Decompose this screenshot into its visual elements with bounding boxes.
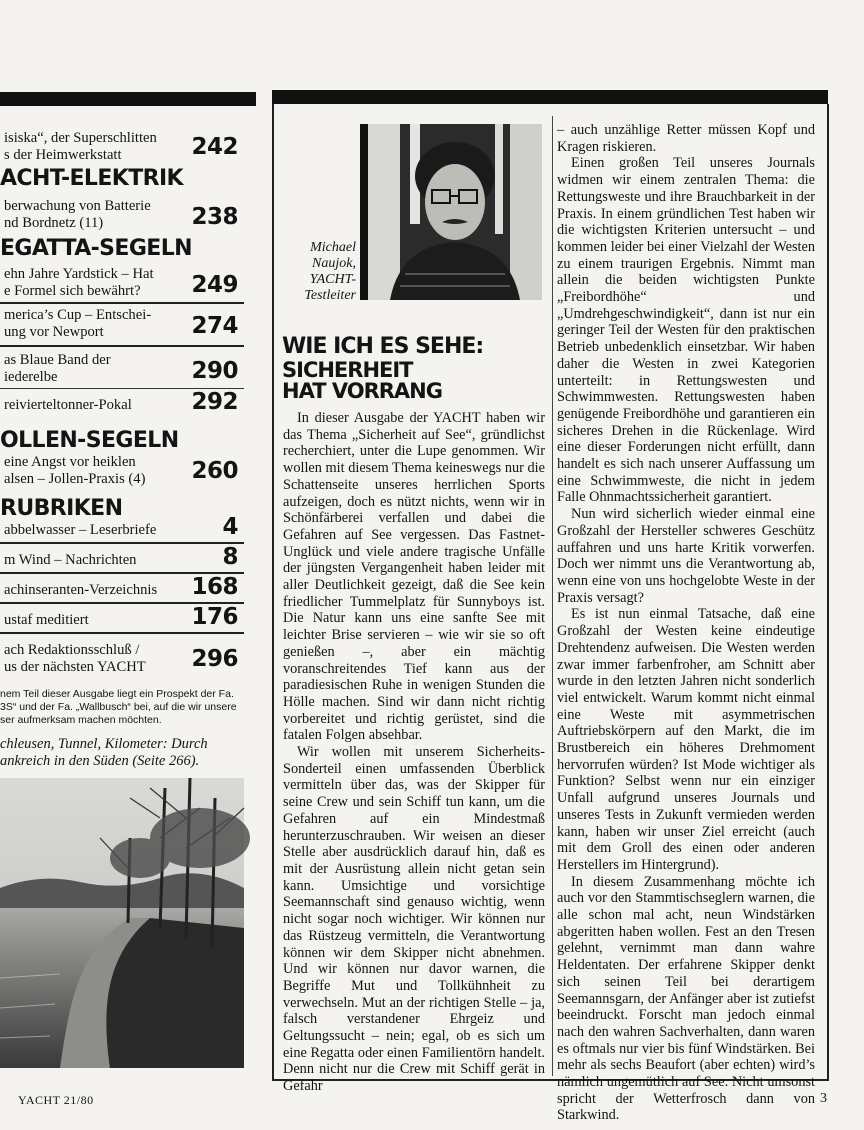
toc-entry[interactable] — [0, 352, 244, 388]
toc-entry[interactable] — [0, 454, 244, 490]
toc-entry-text: m Wind – Nachrichten — [4, 552, 137, 568]
section-heading: OLLEN-SEGELN — [0, 428, 179, 453]
toc-entry[interactable] — [0, 389, 244, 421]
author-portrait — [360, 124, 542, 300]
divider — [0, 345, 244, 347]
article-kicker: WIE ICH ES SEHE: — [282, 334, 484, 359]
toc-entry-text: ach Redaktionsschluß / us der nächsten YACHT — [4, 642, 146, 675]
article-column-2 — [557, 122, 815, 1124]
toc-page-number: 249 — [191, 272, 238, 298]
paragraph: Es ist nun einmal Tatsache, daß eine Großzahl der Westen keine eindeutige Drehtendenz aufweisen. Die Westen werden zwar immer farbenfroher, am Schnitt aber wurde in den letzten Jahren nicht sonderlich viel entwickelt. Warum kommt nicht einmal eine Weste mit asymmetrischen Auftriebskörpern auf den Markt, die im Brustbereich ein höheres Drehmoment hervorrufen würden? Ist Mode wichtiger als Funktion? Selbst wenn nur ein einziger Unfall aufgrund unseres Journals und unseres Tests in Zukunft vermieden werden kann, haben wir unser Ziel erreicht (auch mit dem Groll des einen oder anderen Herstellers im Hintergrund). — [557, 606, 815, 873]
toc-page-number: 4 — [222, 514, 238, 540]
paragraph: Nun wird sicherlich wieder einmal eine Großzahl der Hersteller schweres Geschütz auffahren und uns harte Kritik vorwerfen. Doch wer nimmt uns die Verantwortung ab, wenn eine von uns hochgelobte Weste in der Praxis versagt? — [557, 506, 815, 606]
toc-entry-text: abbelwasser – Leserbriefe — [4, 522, 157, 538]
toc-entry[interactable] — [0, 307, 244, 343]
paragraph: In dieser Ausgabe der YACHT haben wir das Thema „Sicherheit auf See“, gründlichst recherchiert, unter die Lupe genommen. Wir wollen mit diesem Thema keineswegs nur die Schattenseite unseres herrlichen Sports aufzeigen, doch es nützt nichts, wenn wir in Schönfärberei verfallen und dabei die Gefahren auf See vergessen. Das Fastnet-Unglück und viele andere tragische Unfälle der jüngsten Vergangenheit haben leider mit aller Deutlichkeit gezeigt, daß die See kein friedlicher Tummelplatz für Sunnyboys ist. Die Natur kann uns eine sanfte See mit leichter Brise servieren – wie wir sie so oft genießen –, aber ein mächtig voranschreitendes Tief kann aus der paradiesischen Ruhe in wenigen Stunden die Hölle machen. Sind wir dann nicht richtig vorbereitet und richtig gerüstet, sind die fatalen Folgen absehbar. — [283, 410, 545, 744]
toc-entry-text: ehn Jahre Yardstick – Hat e Formel sich bewährt? — [4, 266, 154, 299]
toc-page-number: 8 — [222, 544, 238, 570]
toc-page-number: 238 — [191, 204, 238, 230]
paragraph: In diesem Zusammenhang möchte ich auch vor den Stammtischseglern warnen, die alle schon mal acht, neun Windstärken abgeritten haben wollen. Fest an den Tresen gelehnt, vernimmt man dann wahre Heldentaten. Der erfahrene Skipper denkt sich seinen Teil bei derartigem Seemannsgarn, der Anfänger aber ist zutiefst beeindruckt. Forscht man jedoch einmal nach den wahren Sachverhalten, dann waren es oftmals nur vier bis fünf Windstärken. Bei mehr als sechs Beaufort (aber echten) wird’s nämlich ungemütlich auf See. Nicht umsonst spricht der Wetterfrosch dann von Starkwind. — [557, 873, 815, 1124]
toc-entry[interactable] — [0, 604, 244, 632]
toc-entry[interactable] — [0, 266, 244, 302]
toc-entry[interactable] — [0, 544, 244, 572]
toc-entry[interactable] — [0, 198, 244, 234]
section-heading: ACHT-ELEKTRIK — [0, 166, 183, 191]
toc-entry-text: berwachung von Batterie nd Bordnetz (11) — [4, 198, 151, 231]
section-heading: RUBRIKEN — [0, 496, 123, 521]
toc-page-number: 176 — [191, 604, 238, 630]
divider — [0, 542, 244, 544]
toc-entry[interactable] — [0, 642, 244, 678]
issue-label: YACHT 21/80 — [18, 1093, 94, 1107]
page-number: 3 — [820, 1091, 827, 1106]
toc-page-number: 168 — [191, 574, 238, 600]
canal-photo — [0, 778, 244, 1068]
toc-page-number: 260 — [191, 458, 238, 484]
frame-right — [827, 104, 829, 1080]
toc-page-number: 274 — [191, 313, 238, 339]
author-caption: Michael Naujok, YACHT- Testleiter — [304, 240, 356, 303]
toc-entry-text: as Blaue Band der iederelbe — [4, 352, 111, 385]
column-divider — [552, 116, 553, 1076]
article-top-bar — [272, 90, 828, 104]
toc-entry-text: merica’s Cup – Entschei- ung vor Newport — [4, 307, 152, 340]
toc-entry-text: reivierteltonner-Pokal — [4, 397, 132, 413]
section-heading: EGATTA-SEGELN — [0, 236, 192, 261]
paragraph: – auch unzählige Retter müssen Kopf und Kragen riskieren. — [557, 122, 815, 155]
paragraph: Wir wollen mit unserem Sicherheits-Sonderteil einen umfassenden Überblick vermitteln über das, was der Skipper für seine Crew und sein Schiff tun kann, um die Gefahren auf ein Mindestmaß herunterzuschrauben. Wir weisen an dieser Stelle aber ausdrücklich darauf hin, daß es mit der Ausrüstung allein nicht getan sein kann. Umsichtige und vorsichtige Seemannschaft sind genauso wichtig, wenn nicht sogar noch wichtiger. Wir können nur das Rüstzeug vermitteln, die Verantwortung können wir dem Skipper nicht abnehmen. Und wir können nur davor warnen, die Begriffe Mut und Tollkühnheit zu verwechseln. Mut an der richtigen Stelle – ja, falsch verstandener Ehrgeiz und Geltungssucht – nein; egal, ob es sich um eine Regatta oder einen Familientörn handelt. Denn nicht nur die Crew mit Schiff gerät in Gefahr — [283, 744, 545, 1095]
toc-entry-text: ustaf meditiert — [4, 612, 89, 628]
toc-entry-text: eine Angst vor heiklen alsen – Jollen-Praxis (4) — [4, 454, 146, 487]
author-photo-image — [360, 124, 542, 300]
toc-page-number: 292 — [191, 389, 238, 415]
toc-entry[interactable] — [0, 574, 244, 602]
toc-entry[interactable] — [0, 514, 244, 542]
article-column-1 — [283, 410, 545, 1095]
toc-page-number: 242 — [191, 134, 238, 160]
divider — [0, 302, 244, 304]
toc-entry-text: isiska“, der Superschlitten s der Heimwerkstatt — [4, 130, 157, 163]
article-title: SICHERHEIT HAT VORRANG — [282, 358, 442, 403]
paragraph: Einen großen Teil unseres Journals widmen wir einem zentralen Thema: die Rettungsweste und ihre Brauchbarkeit in der Praxis. In einem gründlichen Test haben wir die wichtigsten Kriterien untersucht – und kommen leider bei einer Vielzahl der Westen zu einem traurigen Ergebnis. Nimmt man allein die beiden wichtigsten Punkte „Freibordhöhe“ und „Umdrehgeschwindigkeit“, dann ist nur ein geringer Teil der Westen für den praktischen Betrieb unbedenklich einsetzbar. Wir haben daher die Westen in zwei Kategorien unterteilt: in Rettungswesten und Schwimmwesten. Rettungswesten haben genügende Freibordhöhe und garantieren ein sicheres Drehen in die Rückenlage. Wird eine dieser Forderungen nicht erfüllt, dann handelt es sich nach unserer Auffassung um eine Schwimmweste, die nicht in jedem Falle Ohnmachtssicherheit garantiert. — [557, 155, 815, 506]
toc-entry-text: achinseranten-Verzeichnis — [4, 582, 158, 598]
canal-photo-image — [0, 778, 244, 1068]
toc-page-number: 296 — [191, 646, 238, 672]
toc-page-number: 290 — [191, 358, 238, 384]
insert-notice: nem Teil dieser Ausgabe liegt ein Prospekt der Fa. 3S“ und der Fa. „Wallbusch“ bei, auf die wir unsere ser aufmerksam machen möchten. — [0, 688, 237, 726]
divider — [0, 632, 244, 634]
frame-left — [272, 104, 274, 1080]
photo-caption: chleusen, Tunnel, Kilometer: Durch ankreich in den Süden (Seite 266). — [0, 736, 208, 769]
